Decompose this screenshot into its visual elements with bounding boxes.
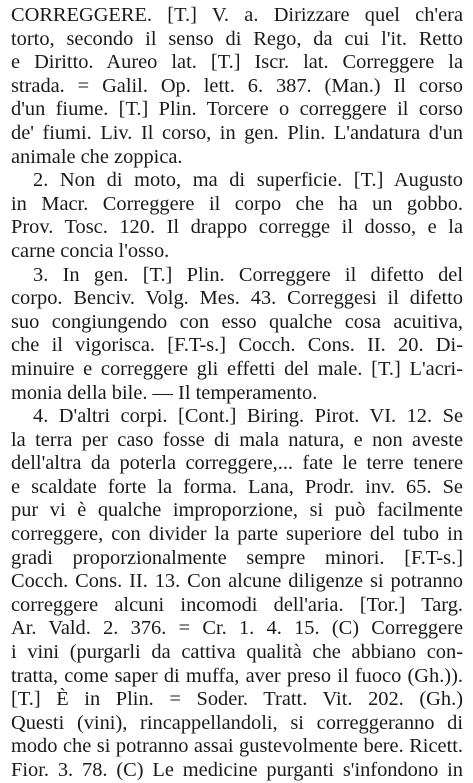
text-line: Cocch. Cons. II. 13. Con alcune diligenze si potranno: [11, 570, 463, 593]
sense-heading-line: 4. D'altri corpi. [Cont.] Biring. Pirot. VI. 12. Se: [33, 405, 463, 428]
text-line: dell'altra da poterla correggere,... fate le terre tenere: [11, 452, 463, 475]
text-line: che il vigorisca. [F.T-s.] Cocch. Cons. II. 20. Di-: [11, 334, 463, 357]
text-line: corpo. Benciv. Volg. Mes. 43. Correggesi il difetto: [11, 287, 463, 310]
text-line: minuire e correggere gli effetti del male. [T.] L'acri-: [11, 357, 463, 380]
sense-heading-line: 2. Non di moto, ma di superficie. [T.] Augusto: [33, 169, 463, 192]
text-line: animale che zoppica.: [11, 145, 183, 168]
text-line: la terra per caso fosse di mala natura, e non aveste: [11, 428, 463, 451]
text-line: torto, secondo il senso di Rego, da cui l'it. Retto: [11, 27, 463, 50]
text-line: suo congiungendo con esso qualche cosa acuitiva,: [11, 310, 463, 333]
text-line: [T.] È in Plin. = Soder. Tratt. Vit. 202. (Gh.): [11, 688, 463, 711]
text-line: gradi proporzionalmente sempre minori. [F.T-s.]: [11, 546, 463, 569]
text-line: de' fiumi. Liv. Il corso, in gen. Plin. L'andatura d'un: [11, 121, 463, 144]
text-line: tratta, come saper di muffa, aver preso il fuoco (Gh.)).: [11, 664, 463, 687]
text-line: pur vi è qualche improporzione, si può facilmente: [11, 499, 463, 522]
text-line: in Macr. Correggere il corpo che ha un gobbo.: [11, 192, 463, 215]
text-line: carne concia l'osso.: [11, 239, 170, 262]
text-line: i vini (purgarli da cattiva qualità che abbiano con-: [11, 641, 463, 664]
text-line: correggere alcuni incomodi dell'aria. [Tor.] Targ.: [11, 593, 463, 616]
text-line: Prov. Tosc. 120. Il drappo corregge il dosso, e la: [11, 216, 463, 239]
text-line: CORREGGERE. [T.] V. a. Dirizzare quel ch'era: [11, 4, 463, 26]
text-line: d'un fiume. [T.] Plin. Torcere o correggere il corso: [11, 98, 463, 121]
text-line: modo che si potranno assai gustevolmente bere. Ricett.: [11, 735, 463, 758]
text-line: Ar. Vald. 2. 376. = Cr. 1. 4. 15. (C) Correggere: [11, 617, 463, 640]
text-line: monia della bile. — Il temperamento.: [11, 381, 318, 404]
text-line: Fior. 3. 78. (C) Le medicine purganti s'infondono in: [11, 759, 463, 781]
text-line: Questi (vini), rincappellandoli, si correggeranno di: [11, 711, 463, 734]
text-line: strada. = Galil. Op. lett. 6. 387. (Man.) Il corso: [11, 74, 463, 97]
text-line: correggere, con divider la parte superiore del tubo in: [11, 523, 463, 546]
sense-heading-line: 3. In gen. [T.] Plin. Correggere il difetto del: [33, 263, 463, 286]
text-line: e scaldate forte la forma. Lana, Prodr. inv. 65. Se: [11, 475, 463, 498]
text-line: e Diritto. Aureo lat. [T.] Iscr. lat. Correggere la: [11, 51, 463, 74]
